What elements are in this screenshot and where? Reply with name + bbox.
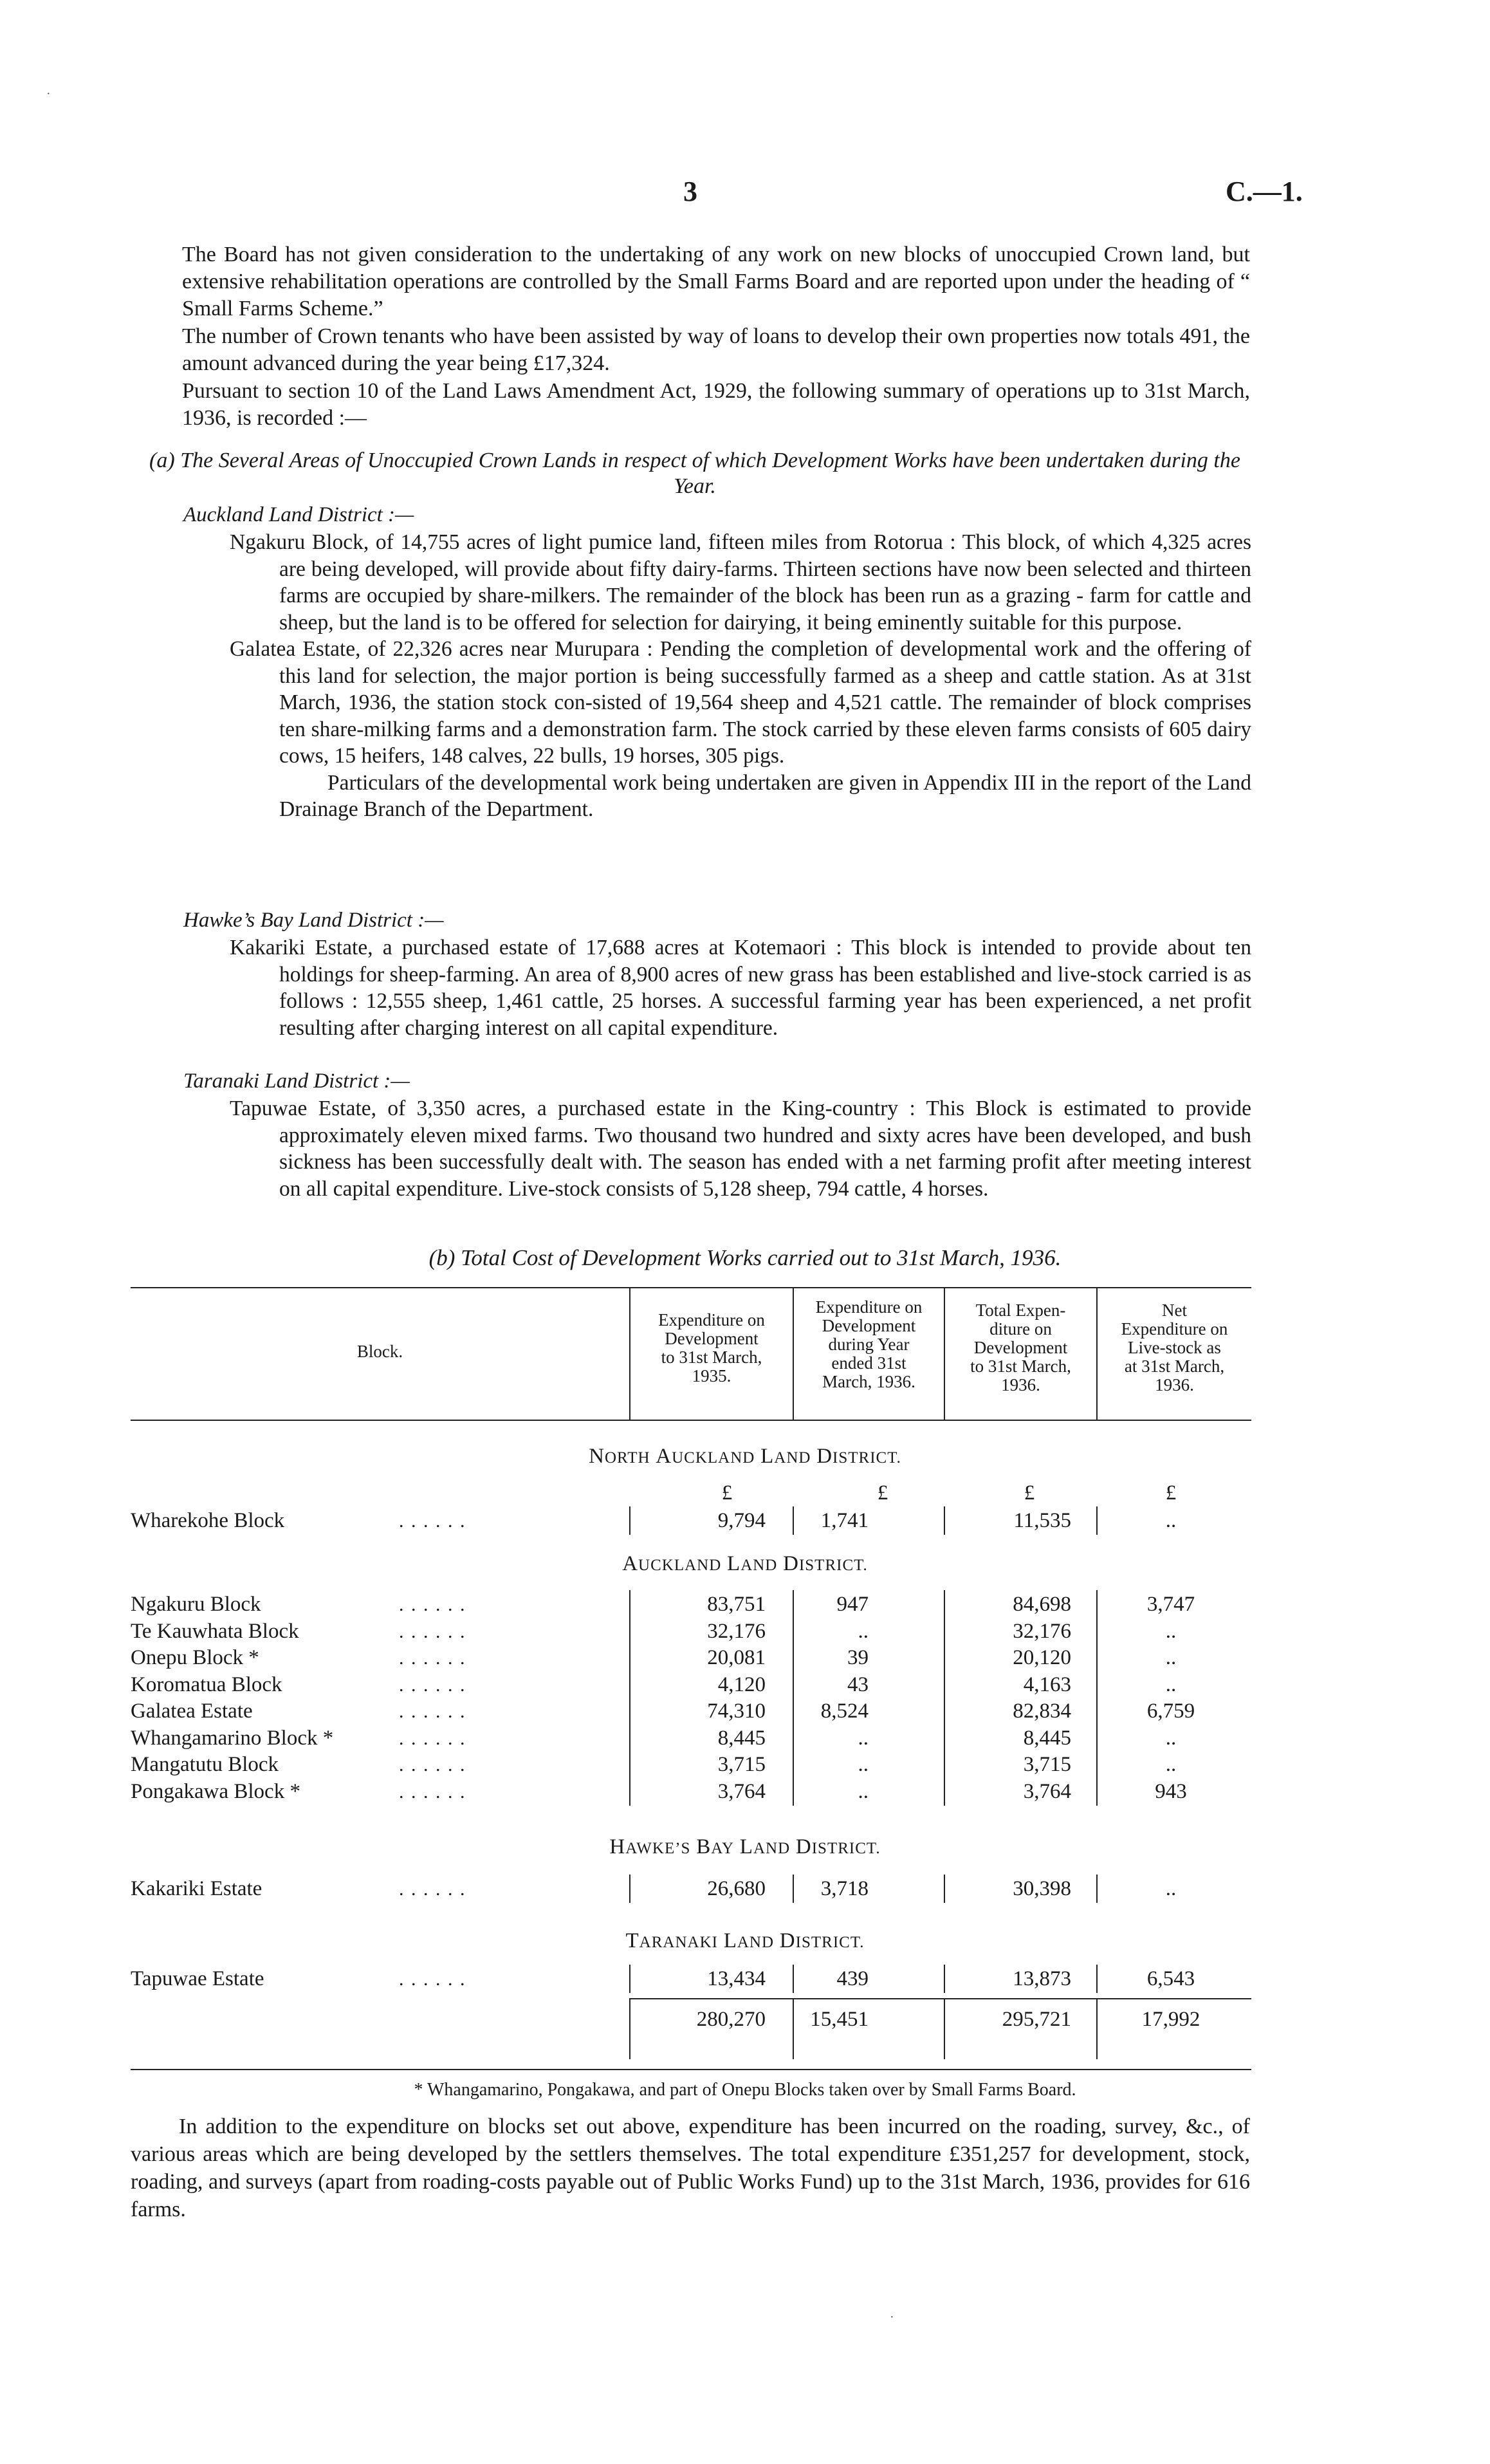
section-b-heading: (b) Total Cost of Development Works carried out to 31st March, 1936.: [428, 1245, 1062, 1270]
cell-exp-year: 8,524: [820, 1700, 869, 1723]
row-divider: [1096, 1777, 1098, 1806]
table-top-rule: [131, 1287, 1251, 1288]
leader-dots: . . . . . .: [399, 1781, 466, 1802]
currency-symbol: £: [877, 1481, 888, 1505]
intro-paragraph-1: [182, 241, 1250, 322]
cell-exp-1935: 26,680: [707, 1877, 766, 1900]
column-header-line: Expenditure on: [815, 1297, 923, 1317]
table-header-rule: [131, 1420, 1251, 1421]
column-header-line: during Year: [828, 1335, 910, 1354]
totals-rule: [629, 1998, 1251, 1999]
cell-total: 3,764: [1023, 1780, 1071, 1803]
section-a-heading: (a) The Several Areas of Unoccupied Crown Lands in respect of which Development Works have been undertaken during the Year.: [149, 449, 1240, 498]
cell-exp-year: 947: [836, 1593, 869, 1616]
currency-symbol: £: [1165, 1481, 1177, 1505]
district-heading: TARANAKI LAND DISTRICT.: [625, 1929, 865, 1952]
cell-livestock: ..: [1165, 1509, 1177, 1532]
cell-livestock: 6,543: [1146, 1967, 1195, 1990]
row-divider: [629, 1590, 630, 1618]
row-divider: [793, 1617, 794, 1645]
table-row-block-name: Te Kauwhata Block: [131, 1620, 299, 1643]
cell-livestock: 3,747: [1146, 1593, 1195, 1616]
row-divider: [944, 1506, 945, 1535]
cell-exp-year: 39: [847, 1646, 869, 1669]
cell-exp-1935: 3,764: [717, 1780, 766, 1803]
entry-ngakuru: Ngakuru Block, of 14,755 acres of light pumice land, fifteen miles from Rotorua : This block, of which 4,325 acres are being developed, will provide about fifty dairy-farms. Thirteen sections have now been selected and thirteen farms are occupied by share-milkers. The remainder of the block has been run as a grazing - farm for cattle and sheep, but the land is to be offered for selection for dairying, it being eminently suitable for this purpose.: [230, 530, 1251, 635]
totals-divider: [1096, 1998, 1098, 2059]
row-divider: [629, 1750, 630, 1779]
row-divider: [944, 1965, 945, 1993]
cell-exp-1935: 32,176: [707, 1620, 766, 1643]
entry-kakariki: Kakariki Estate, a purchased estate of 17,688 acres at Kotemaori : This block is intended to provide about ten holdings for sheep-farming. An area of 8,900 acres of new grass has been established and live-stock carried is as follows : 12,555 sheep, 1,461 cattle, 25 horses. A successful farming year has been experienced, a net profit resulting after charging interest on all capital expenditure.: [230, 936, 1251, 1040]
cell-total: 82,834: [1013, 1700, 1071, 1723]
column-header-line: Expenditure on: [658, 1310, 765, 1329]
table-row-block-name: Kakariki Estate: [131, 1877, 262, 1900]
column-header-line: Development: [822, 1316, 916, 1335]
cell-exp-year: 1,741: [820, 1509, 869, 1532]
intro-text-3: Pursuant to section 10 of the Land Laws Amendment Act, 1929, the following summary of operations up to 31st March, 1936, is recorded :—: [182, 379, 1250, 430]
cell-total: 3,715: [1023, 1753, 1071, 1776]
row-divider: [793, 1590, 794, 1618]
report-code: C.—1.: [1226, 176, 1303, 207]
row-divider: [793, 1671, 794, 1699]
cell-total: 84,698: [1013, 1593, 1071, 1616]
column-header-livestock: [1098, 1301, 1251, 1394]
table-row-block-name: Mangatutu Block: [131, 1753, 279, 1776]
leader-dots: . . . . . .: [399, 1594, 466, 1615]
row-divider: [1096, 1506, 1098, 1535]
cell-exp-1935: 74,310: [707, 1700, 766, 1723]
currency-symbol: £: [721, 1481, 733, 1505]
scan-speck: ·: [890, 2310, 894, 2324]
row-divider: [629, 1671, 630, 1699]
column-header-line: Expenditure on: [1121, 1319, 1228, 1339]
row-divider: [944, 1875, 945, 1903]
column-header-line: March, 1936.: [822, 1372, 915, 1391]
column-header-line: 1936.: [1155, 1375, 1194, 1394]
column-header-line: 1936.: [1001, 1375, 1040, 1394]
leader-dots: . . . . . .: [399, 1674, 466, 1696]
totals-divider: [944, 1998, 945, 2059]
column-header-exp-1935: [630, 1311, 793, 1385]
closing-paragraph: In addition to the expenditure on blocks set out above, expenditure has been incurred on the roading, survey, &c., of various areas which are being developed by the settlers themselves. The total expenditure £351,257 for development, stock, roading, and surveys (apart from roading-costs payable out of Public Works Fund) up to the 31st March, 1936, provides for 616 farms.: [131, 2115, 1250, 2221]
cell-total: 8,445: [1023, 1727, 1071, 1750]
row-divider: [629, 1724, 630, 1752]
leader-dots: . . . . . .: [399, 1510, 466, 1532]
cell-exp-1935: 3,715: [717, 1753, 766, 1776]
column-header-exp-year: [794, 1298, 944, 1391]
cell-livestock: ..: [1165, 1753, 1177, 1776]
row-divider: [1096, 1644, 1098, 1672]
row-divider: [1096, 1617, 1098, 1645]
page-number: 3: [683, 176, 697, 207]
total-livestock: 17,992: [1141, 2008, 1200, 2031]
leader-dots: . . . . . .: [399, 1728, 466, 1749]
row-divider: [793, 1506, 794, 1535]
row-divider: [944, 1671, 945, 1699]
cell-livestock: ..: [1165, 1877, 1177, 1900]
row-divider: [1096, 1590, 1098, 1618]
cell-exp-year: ..: [858, 1753, 869, 1776]
intro-text-2: The number of Crown tenants who have been assisted by way of loans to develop their own properties now totals 491, the amount advanced during the year being £17,324.: [182, 324, 1250, 375]
row-divider: [629, 1617, 630, 1645]
row-divider: [793, 1965, 794, 1993]
cell-exp-1935: 83,751: [707, 1593, 766, 1616]
row-divider: [1096, 1875, 1098, 1903]
column-header-line: to 31st March,: [970, 1357, 1071, 1376]
total-exp-year: 15,451: [810, 2008, 869, 2031]
cell-exp-1935: 13,434: [707, 1967, 766, 1990]
cell-total: 30,398: [1013, 1877, 1071, 1900]
cell-livestock: 6,759: [1146, 1700, 1195, 1723]
row-divider: [629, 1644, 630, 1672]
total-exp-1935: 280,270: [696, 2008, 766, 2031]
row-divider: [793, 1644, 794, 1672]
district-body-taranaki: [230, 1095, 1251, 1202]
currency-symbol: £: [1024, 1481, 1035, 1505]
cell-total: 32,176: [1013, 1620, 1071, 1643]
leader-dots: . . . . . .: [399, 1754, 466, 1775]
entry-galatea: Galatea Estate, of 22,326 acres near Murupara : Pending the completion of developmental work and the offering of this land for selection, the major portion is being successfully farmed as a sheep and cattle station. As at 31st March, 1936, the station stock con-sisted of 19,564 sheep and 4,521 cattle. The remainder of block comprises ten share-milking farms and a demonstration farm. The stock carried by these eleven farms consists of 605 dairy cows, 15 heifers, 148 calves, 22 bulls, 19 horses, 305 pigs.: [230, 637, 1251, 768]
row-divider: [629, 1697, 630, 1725]
table-row-block-name: Galatea Estate: [131, 1700, 253, 1723]
cell-livestock: ..: [1165, 1620, 1177, 1643]
leader-dots: . . . . . .: [399, 1701, 466, 1722]
cell-total: 4,163: [1023, 1673, 1071, 1696]
district-heading: NORTH AUCKLAND LAND DISTRICT.: [589, 1445, 901, 1468]
row-divider: [629, 1875, 630, 1903]
row-divider: [944, 1590, 945, 1618]
row-divider: [793, 1697, 794, 1725]
row-divider: [629, 1965, 630, 1993]
column-header-line: ended 31st: [831, 1353, 906, 1373]
row-divider: [793, 1875, 794, 1903]
column-header-line: Development: [973, 1338, 1068, 1357]
table-row-block-name: Koromatua Block: [131, 1673, 282, 1696]
cell-exp-year: ..: [858, 1620, 869, 1643]
row-divider: [944, 1617, 945, 1645]
row-divider: [944, 1644, 945, 1672]
column-header-line: Block.: [356, 1342, 403, 1361]
cell-exp-1935: 20,081: [707, 1646, 766, 1669]
column-header-line: Net: [1162, 1301, 1187, 1320]
cell-livestock: ..: [1165, 1646, 1177, 1669]
leader-dots: . . . . . .: [399, 1878, 466, 1900]
row-divider: [944, 1697, 945, 1725]
table-row-block-name: Tapuwae Estate: [131, 1967, 264, 1990]
column-header-line: diture on: [989, 1319, 1052, 1339]
column-header-line: Live-stock as: [1128, 1338, 1221, 1357]
table-row-block-name: Pongakawa Block *: [131, 1780, 300, 1803]
cell-livestock: ..: [1165, 1727, 1177, 1750]
leader-dots: . . . . . .: [399, 1647, 466, 1669]
cell-livestock: 943: [1155, 1780, 1187, 1803]
district-body-hawkes-bay: [230, 934, 1251, 1041]
total-total: 295,721: [1002, 2008, 1071, 2031]
table-footnote: * Whangamarino, Pongakawa, and part of Onepu Blocks taken over by Small Farms Board.: [414, 2080, 1076, 2100]
column-header-total: [945, 1301, 1096, 1394]
cell-total: 11,535: [1013, 1509, 1071, 1532]
cell-exp-1935: 8,445: [717, 1727, 766, 1750]
row-divider: [793, 1724, 794, 1752]
cell-exp-1935: 9,794: [717, 1509, 766, 1532]
leader-dots: . . . . . .: [399, 1621, 466, 1642]
table-row-block-name: Onepu Block *: [131, 1646, 259, 1669]
column-header-line: to 31st March,: [661, 1348, 762, 1367]
district-body-auckland: [230, 529, 1251, 823]
entry-tapuwae: Tapuwae Estate, of 3,350 acres, a purchased estate in the King-country : This Block is estimated to provide approximately eleven mixed farms. Two thousand two hundred and sixty acres have been developed, and bush sickness has been successfully dealt with. The season has ended with a net farming profit after meeting interest on all capital expenditure. Live-stock consists of 5,128 sheep, 794 cattle, 4 horses.: [230, 1097, 1251, 1201]
row-divider: [793, 1750, 794, 1779]
table-bottom-rule: [131, 2069, 1251, 2070]
district-heading: HAWKE’S BAY LAND DISTRICT.: [609, 1835, 881, 1858]
table-row-block-name: Wharekohe Block: [131, 1509, 285, 1532]
column-header-block: [131, 1342, 629, 1361]
totals-divider: [629, 1998, 630, 2059]
scan-speck: ·: [46, 87, 51, 101]
cell-exp-year: 439: [836, 1967, 869, 1990]
cell-exp-year: ..: [858, 1727, 869, 1750]
row-divider: [1096, 1750, 1098, 1779]
table-row-block-name: Whangamarino Block *: [131, 1727, 334, 1750]
cell-exp-1935: 4,120: [717, 1673, 766, 1696]
row-divider: [1096, 1724, 1098, 1752]
row-divider: [944, 1777, 945, 1806]
intro-paragraph-3: [182, 378, 1250, 432]
cell-total: 13,873: [1013, 1967, 1071, 1990]
entry-appendix-note: Particulars of the developmental work being undertaken are given in Appendix III in the report of the Land Drainage Branch of the Department.: [279, 770, 1251, 821]
row-divider: [1096, 1697, 1098, 1725]
cell-total: 20,120: [1013, 1646, 1071, 1669]
district-label-auckland: Auckland Land District :—: [183, 503, 414, 526]
column-header-line: Total Expen-: [975, 1301, 1066, 1320]
leader-dots: . . . . . .: [399, 1968, 466, 1990]
row-divider: [944, 1750, 945, 1779]
intro-paragraph-2: [182, 323, 1250, 377]
row-divider: [629, 1506, 630, 1535]
column-header-line: Development: [665, 1329, 759, 1348]
district-label-taranaki: Taranaki Land District :—: [183, 1070, 410, 1093]
cell-exp-year: ..: [858, 1780, 869, 1803]
cell-exp-year: 3,718: [820, 1877, 869, 1900]
cell-exp-year: 43: [847, 1673, 869, 1696]
row-divider: [793, 1777, 794, 1806]
intro-text-1: The Board has not given consideration to the undertaking of any work on new blocks of unoccupied Crown land, but extensive rehabilitation operations are controlled by the Small Farms Board and are reported upon under the heading of “ Small Farms Scheme.”: [182, 243, 1250, 320]
column-header-line: at 31st March,: [1124, 1357, 1225, 1376]
district-heading: AUCKLAND LAND DISTRICT.: [622, 1552, 868, 1575]
district-label-hawkes-bay: Hawke’s Bay Land District :—: [183, 909, 444, 932]
cell-livestock: ..: [1165, 1673, 1177, 1696]
table-row-block-name: Ngakuru Block: [131, 1593, 261, 1616]
totals-divider: [793, 1998, 794, 2059]
column-header-line: 1935.: [692, 1366, 731, 1385]
row-divider: [944, 1724, 945, 1752]
row-divider: [629, 1777, 630, 1806]
row-divider: [1096, 1965, 1098, 1993]
row-divider: [1096, 1671, 1098, 1699]
